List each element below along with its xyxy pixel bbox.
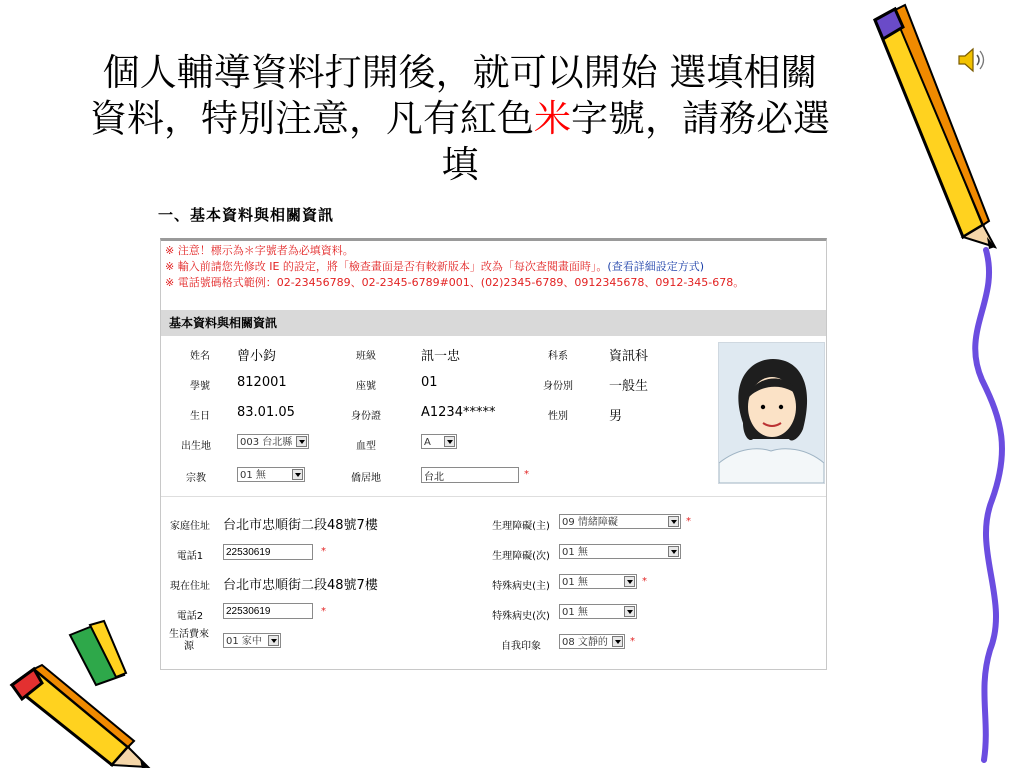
value-home-address: 台北市忠順街二段48號7樓	[223, 518, 378, 533]
value-class: 訊一忠	[421, 349, 461, 364]
basic-info-form-panel	[160, 238, 827, 670]
value-student-id: 812001	[237, 375, 287, 390]
red-asterisk-char: 米	[534, 97, 571, 140]
student-photo	[718, 342, 825, 484]
label-phone2: 電話2	[176, 611, 204, 622]
section-heading: 一、基本資料與相關資訊	[158, 206, 335, 224]
section-title-bar: 基本資料與相關資訊	[161, 310, 826, 336]
label-id-number: 身份證	[351, 411, 381, 422]
pencil-decoration-left	[0, 615, 160, 768]
value-name: 曾小鈞	[237, 349, 277, 364]
required-asterisk: *	[321, 546, 326, 557]
label-phys-sub: 生理障礙(次)	[492, 551, 550, 562]
label-blood: 血型	[356, 441, 376, 452]
label-religion: 宗教	[186, 473, 206, 484]
section-divider	[161, 496, 826, 497]
label-dept: 科系	[548, 351, 568, 362]
value-birthday: 83.01.05	[237, 405, 295, 420]
note-ie-setting: ※ 輸入前請您先修改 IE 的設定，將「檢查畫面是否有較新版本」改為「每次查閱畫面時」。(查看詳細設定方式)	[165, 260, 704, 273]
label-phys-main: 生理障礙(主)	[492, 521, 550, 532]
label-phone1: 電話1	[176, 551, 204, 562]
label-gender: 性別	[548, 411, 568, 422]
value-seat: 01	[421, 375, 438, 390]
domicile-input[interactable]	[421, 467, 519, 483]
label-disease-sub: 特殊病史(次)	[492, 611, 550, 622]
label-disease-main: 特殊病史(主)	[492, 581, 550, 592]
label-birthplace: 出生地	[181, 441, 211, 452]
phys-sub-select[interactable]: 01 無	[559, 544, 681, 559]
note-phone-format: ※ 電話號碼格式範例：02-23456789、02-2345-6789#001、(02)2345-6789、0912345678、0912-345-678。	[165, 276, 745, 289]
value-dept: 資訊科	[609, 349, 649, 364]
birthplace-select[interactable]: 003 台北縣	[237, 434, 309, 449]
phys-main-select[interactable]: 09 情緒障礙	[559, 514, 681, 529]
required-asterisk: *	[686, 516, 691, 527]
chevron-down-icon	[624, 606, 635, 617]
disease-main-select[interactable]: 01 無	[559, 574, 637, 589]
label-seat: 座號	[356, 381, 376, 392]
label-name: 姓名	[190, 351, 210, 362]
value-status: 一般生	[609, 379, 649, 394]
label-living-expense: 生活費來源	[169, 629, 209, 652]
chevron-down-icon	[296, 436, 307, 447]
label-current-address: 現在住址	[170, 581, 210, 592]
label-domicile: 僑居地	[351, 473, 381, 484]
slide-title: 個人輔導資料打開後，就可以開始 選填相關資料，特別注意，凡有紅色米字號，請務必選填	[90, 51, 830, 186]
label-home-address: 家庭住址	[170, 521, 210, 532]
phone2-input[interactable]	[223, 603, 313, 619]
religion-select[interactable]: 01 無	[237, 467, 305, 482]
chevron-down-icon	[292, 469, 303, 480]
label-status: 身份別	[543, 381, 573, 392]
self-image-select[interactable]: 08 文靜的	[559, 634, 625, 649]
label-self-image: 自我印象	[501, 641, 541, 652]
chevron-down-icon	[624, 576, 635, 587]
pencil-decoration-right	[860, 0, 1024, 768]
label-class: 班級	[356, 351, 376, 362]
chevron-down-icon	[668, 516, 679, 527]
required-asterisk: *	[642, 576, 647, 587]
living-expense-select[interactable]: 01 家中	[223, 633, 281, 648]
required-asterisk: *	[524, 469, 529, 480]
disease-sub-select[interactable]: 01 無	[559, 604, 637, 619]
chevron-down-icon	[268, 635, 279, 646]
form-notes	[165, 243, 744, 291]
label-birthday: 生日	[190, 411, 210, 422]
note-required: ※ 注意！標示為＊字號者為必填資料。	[165, 244, 354, 257]
required-asterisk: *	[321, 606, 326, 617]
chevron-down-icon	[612, 636, 623, 647]
phone1-input[interactable]	[223, 544, 313, 560]
chevron-down-icon	[668, 546, 679, 557]
value-gender: 男	[609, 409, 623, 424]
value-current-address: 台北市忠順街二段48號7樓	[223, 578, 378, 593]
label-student-id: 學號	[190, 381, 210, 392]
ie-setting-link[interactable]: (查看詳細設定方式)	[607, 260, 704, 273]
chevron-down-icon	[444, 436, 455, 447]
value-id-number: A1234*****	[421, 405, 496, 420]
blood-type-select[interactable]: A	[421, 434, 457, 449]
required-asterisk: *	[630, 636, 635, 647]
